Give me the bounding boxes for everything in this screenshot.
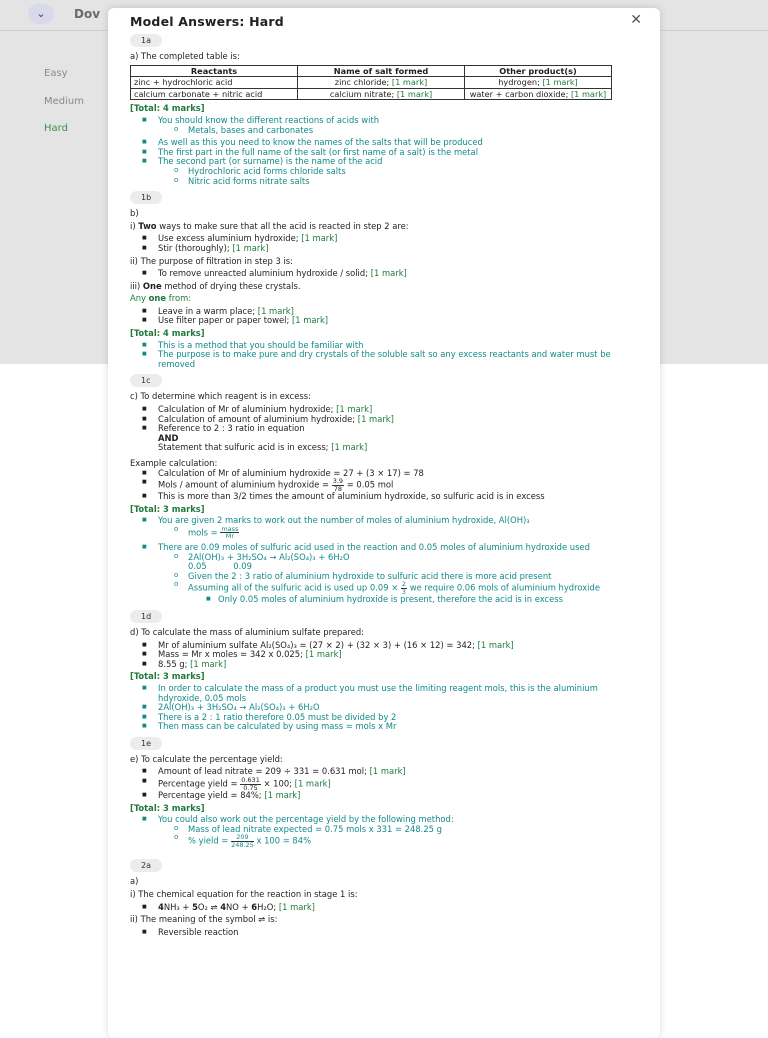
list-item: ■ You are given 2 marks to work out the number of moles of aluminium hydroxide, Al(OH)₃ o mols = $\frac{\text{mass}}{Mr}$ [158, 516, 642, 540]
list-item: ■ Percentage yield = $\frac{0.631}{0.75}$ × 100; [1 mark] [158, 777, 642, 791]
total-marks: [Total: 3 marks] [130, 503, 205, 514]
model-answers-modal [108, 8, 660, 1038]
q2a-part2: ii) The meaning of the symbol ⇌ is: [130, 914, 278, 925]
q2a-part2-list [130, 928, 642, 938]
q1b-any-one: Any one from: [130, 293, 192, 304]
question-tag-2a: 2a [130, 859, 162, 872]
question-tag-1b: 1b [130, 191, 162, 204]
list-item: ■ The purpose is to make pure and dry crystals of the soluble salt so any excess reactants and water must be removed [158, 350, 642, 369]
list-item: ■ Calculation of amount of aluminium hydroxide; [1 mark] [158, 415, 642, 425]
q2a-label: a) [130, 876, 139, 887]
list-item: o Assuming all of the sulfuric acid is used up 0.09 × $\frac{2}{3}$ we require 0.06 mols of aluminium hydroxide ■ Only 0.05 moles of aluminium hydroxide is present, therefore the acid is in excess [188, 581, 642, 605]
list-item: ■ Reversible reaction [158, 928, 642, 938]
modal-content [130, 34, 642, 940]
list-item: o Nitric acid forms nitrate salts [188, 177, 642, 187]
example-calculation-label: Example calculation: [130, 458, 218, 468]
table-cell: zinc chloride; [1 mark] [298, 77, 465, 89]
q1d-intro: d) To calculate the mass of aluminium sulfate prepared: [130, 626, 364, 637]
list-item: ■ Use excess aluminium hydroxide; [1 mark] [158, 234, 642, 244]
total-marks: [Total: 3 marks] [130, 802, 205, 813]
q1a-intro: a) The completed table is: [130, 51, 240, 61]
list-item: ■ There are 0.09 moles of sulfuric acid used in the reaction and 0.05 moles of aluminium hydroxide used o 2Al(OH)₃ + 3H₂SO₄ → Al₂(SO₄)₃ + 6H₂O 0.05 0.09 o Given the 2 : 3 ratio of aluminium hydroxide to sulfuric acid there is more acid present o Assuming all of the sulfuric acid is used up 0.09 × $\frac{2}{3}$ we require 0.06 mols of aluminium hydroxide ■ Only 0.05 moles of aluminium hydroxide is present, therefore the acid is in excess [158, 543, 642, 605]
list-item: o Metals, bases and carbonates [188, 126, 642, 136]
list-item: o Mass of lead nitrate expected = 0.75 mols x 331 = 248.25 g [188, 825, 642, 835]
table-row [131, 77, 612, 89]
q1c-list [130, 405, 642, 453]
list-item: ■ In order to calculate the mass of a product you must use the limiting reagent mols, this is the aluminium hdyroxide, 0.05 mols [158, 684, 642, 703]
list-item: ■ To remove unreacted aluminium hydroxide / solid; [1 mark] [158, 269, 642, 279]
list-item: ■ Use filter paper or paper towel; [1 mark] [158, 316, 642, 326]
table-cell: hydrogen; [1 mark] [465, 77, 612, 89]
fraction: $\frac{0.631}{0.75}$ [241, 776, 260, 792]
q1d-list [130, 641, 642, 670]
list-item: ■ 2Al(OH)₃ + 3H₂SO₄ → Al₂(SO₄)₃ + 6H₂O [158, 703, 642, 713]
list-item: ■ You should know the different reactions of acids with o Metals, bases and carbonates [158, 116, 642, 135]
notes-list [130, 815, 642, 848]
list-item: ■ Mass = Mr x moles = 342 x 0.025; [1 mark] [158, 650, 642, 660]
list-item: o % yield = $\frac{209}{248.25}$ x 100 = 84% [188, 834, 642, 848]
list-item: ■ The second part (or surname) is the name of the acid o Hydrochloric acid forms chloride salts o Nitric acid forms nitrate salts [158, 157, 642, 186]
list-item: ■ Calculation of Mr of aluminium hydroxide = 27 + (3 × 17) = 78 [158, 469, 642, 479]
nav-hard[interactable]: Hard [44, 123, 68, 134]
list-item: ■ Only 0.05 moles of aluminium hydroxide is present, therefore the acid is in excess [218, 595, 642, 605]
table-header: Reactants [131, 65, 298, 77]
fraction: $\frac{209}{248.25}$ [231, 833, 254, 849]
table-cell: calcium nitrate; [1 mark] [298, 88, 465, 100]
list-item: ■ Stir (thoroughly); [1 mark] [158, 244, 642, 254]
table-cell: calcium carbonate + nitric acid [131, 88, 298, 100]
notes-list [130, 516, 642, 605]
total-marks: [Total: 3 marks] [130, 671, 205, 682]
close-icon[interactable]: ✕ [630, 12, 642, 28]
q1e-intro: e) To calculate the percentage yield: [130, 753, 283, 764]
total-marks: [Total: 4 marks] [130, 328, 205, 339]
question-tag-1e: 1e [130, 737, 162, 750]
q1e-list [130, 767, 642, 800]
list-item: ■ Calculation of Mr of aluminium hydroxide; [1 mark] [158, 405, 642, 415]
list-item: ■ Then mass can be calculated by using mass = mols x Mr [158, 722, 642, 732]
nav-medium[interactable]: Medium [44, 96, 84, 107]
question-tag-1c: 1c [130, 374, 162, 387]
q1b-label: b) [130, 208, 139, 219]
list-item: ■ 8.55 g; [1 mark] [158, 660, 642, 670]
list-item: ■ This is more than 3/2 times the amount of aluminium hydroxide, so sulfuric acid is in excess [158, 492, 642, 502]
notes-list [130, 116, 642, 186]
list-item: ■ Mr of aluminium sulfate Al₂(SO₄)₃ = (27 × 2) + (32 × 3) + (16 × 12) = 342; [1 mark] [158, 641, 642, 651]
list-item: ■ Reference to 2 : 3 ratio in equation AND Statement that sulfuric acid is in excess; [1 mark] [158, 424, 642, 453]
total-marks: [Total: 4 marks] [130, 103, 205, 114]
question-tag-1d: 1d [130, 610, 162, 623]
table-cell: water + carbon dioxide; [1 mark] [465, 88, 612, 100]
fraction: $\frac{\text{mass}}{Mr}$ [221, 524, 239, 541]
notes-list [130, 341, 642, 370]
list-item: ■ As well as this you need to know the names of the salts that will be produced [158, 138, 642, 148]
list-item: ■ You could also work out the percentage yield by the following method: o Mass of lead nitrate expected = 0.75 mols x 331 = 248.25 g o % yield = $\frac{209}{248.25}$ x 100 = 84% [158, 815, 642, 848]
list-item: ■ Percentage yield = 84%; [1 mark] [158, 791, 642, 801]
list-item: ■ Amount of lead nitrate = 209 ÷ 331 = 0.631 mol; [1 mark] [158, 767, 642, 777]
list-item: ■ Mols / amount of aluminium hydroxide = $\frac{3.9}{78}$ = 0.05 mol [158, 478, 642, 492]
modal-title: Model Answers: Hard [130, 14, 284, 29]
fraction: $\frac{2}{3}$ [401, 580, 407, 596]
q1b-part3: iii) One method of drying these crystals. [130, 280, 301, 291]
q1c-intro: c) To determine which reagent is in excess: [130, 391, 311, 402]
q2a-part1-list [130, 903, 642, 913]
chevron-down-icon[interactable]: ⌄ [28, 4, 54, 24]
list-item: o Hydrochloric acid forms chloride salts [188, 167, 642, 177]
answer-table [130, 65, 612, 101]
q1b-part2: ii) The purpose of filtration in step 3 is: [130, 255, 293, 266]
list-item: o 2Al(OH)₃ + 3H₂SO₄ → Al₂(SO₄)₃ + 6H₂O 0.05 0.09 [188, 553, 642, 572]
list-item: ■ This is a method that you should be familiar with [158, 341, 642, 351]
question-tag-1a: 1a [130, 34, 162, 47]
list-item: ■ The first part in the full name of the salt (or first name of a salt) is the metal [158, 148, 642, 158]
notes-list [130, 684, 642, 732]
table-header: Name of salt formed [298, 65, 465, 77]
q1b-part2-list [130, 269, 642, 279]
q1b-part1: i) Two ways to make sure that all the acid is reacted in step 2 are: [130, 220, 409, 231]
table-header: Other product(s) [465, 65, 612, 77]
nav-easy[interactable]: Easy [44, 68, 68, 79]
q1b-part1-list [130, 234, 642, 253]
list-item: ■ Leave in a warm place; [1 mark] [158, 307, 642, 317]
list-item: o mols = $\frac{\text{mass}}{Mr}$ [188, 526, 642, 540]
list-item: ■ 4NH₃ + 5O₂ ⇌ 4NO + 6H₂O; [1 mark] [158, 903, 642, 913]
background-title: Dov [74, 7, 101, 21]
list-item: ■ There is a 2 : 1 ratio therefore 0.05 must be divided by 2 [158, 713, 642, 723]
list-item: o Given the 2 : 3 ratio of aluminium hydroxide to sulfuric acid there is more acid present [188, 572, 642, 582]
q1b-part3-list [130, 307, 642, 326]
table-row [131, 88, 612, 100]
fraction: $\frac{3.9}{78}$ [332, 477, 344, 493]
q1c-calc-list [130, 469, 642, 502]
table-cell: zinc + hydrochloric acid [131, 77, 298, 89]
q2a-part1: i) The chemical equation for the reaction in stage 1 is: [130, 889, 358, 900]
